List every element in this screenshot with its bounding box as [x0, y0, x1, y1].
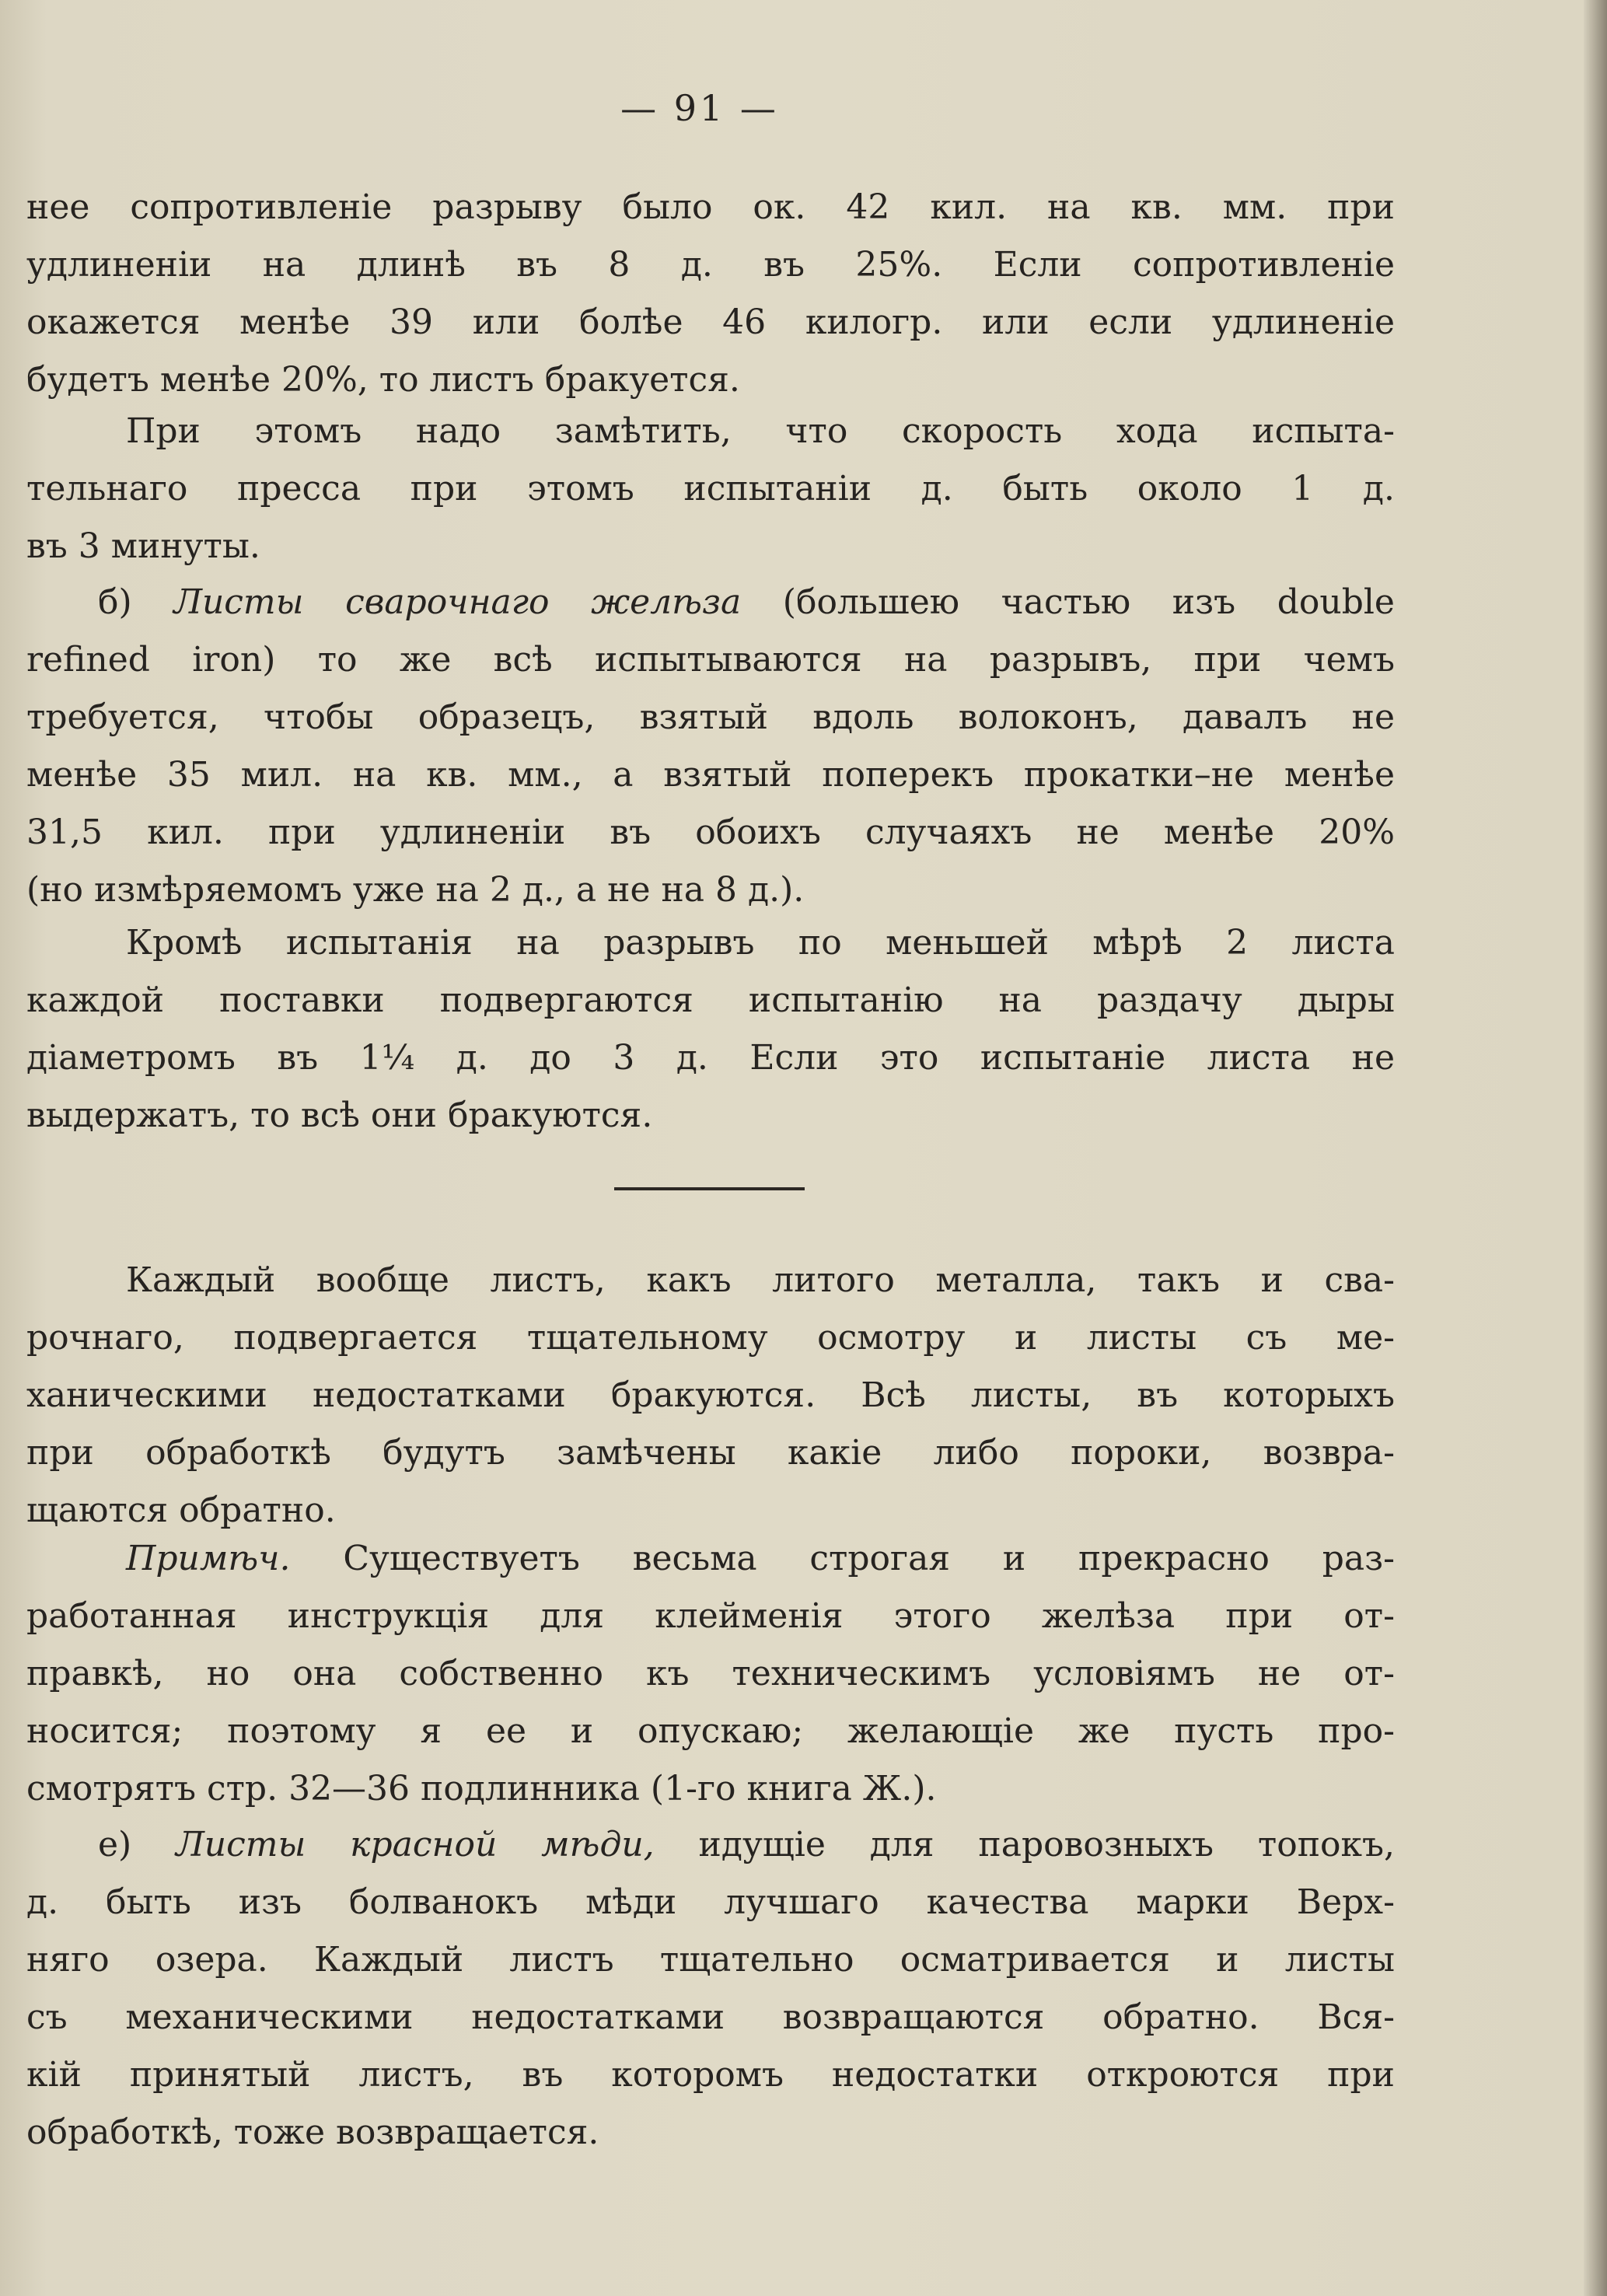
text-line: въ 3 минуты. [26, 526, 260, 566]
text-line [26, 574, 1395, 631]
section-divider [614, 1187, 805, 1190]
paragraph-wrought-iron-sheets [26, 574, 1395, 919]
text-line: При этомъ надо замѣтить, что скорость хода испыта- [126, 411, 1395, 451]
paragraph-note [26, 1530, 1395, 1818]
page-edge-shadow [1584, 0, 1607, 2296]
text-line: refined iron) то же всѣ испытываются на разрывъ, при чемъ [26, 640, 1395, 680]
text-line: нее сопротивленіе разрыву было ок. 42 кил. на кв. мм. при [26, 187, 1395, 227]
text-line: правкѣ, но она собственно къ техническимъ условіямъ не от- [26, 1654, 1395, 1693]
item-marker: б) [98, 582, 174, 622]
item-text: (большею частью изъ double [741, 582, 1395, 622]
item-heading: Листы сварочнаго желѣза [173, 582, 742, 622]
text-line: рочнаго, подвергается тщательному осмотру и листы съ ме- [26, 1318, 1395, 1358]
text-line: носится; поэтому я ее и опускаю; желающіе же пусть про- [26, 1711, 1395, 1751]
text-line [26, 1816, 1395, 1874]
text-line: (но измѣряемомъ уже на 2 д., а не на 8 д.). [26, 870, 805, 910]
text-line: 31,5 кил. при удлиненіи въ обоихъ случаяхъ не менѣе 20% [26, 813, 1395, 852]
paragraph-tensile-strength [26, 179, 1395, 409]
paragraph-copper-sheets [26, 1816, 1395, 2161]
text-line: Кромѣ испытанія на разрывъ по меньшей мѣрѣ 2 листа [126, 923, 1395, 963]
text-line: тельнаго пресса при этомъ испытаніи д. быть около 1 д. [26, 469, 1395, 508]
text-line: обработкѣ, тоже возвращается. [26, 2113, 599, 2152]
text-line: менѣе 35 мил. на кв. мм., а взятый поперекъ прокатки–не менѣе [26, 755, 1395, 795]
text-line: съ механическими недостатками возвращаются обратно. Вся- [26, 1997, 1395, 2037]
text-line: удлиненіи на длинѣ въ 8 д. въ 25%. Если сопротивленіе [26, 245, 1395, 285]
text-line: выдержатъ, то всѣ они бракуются. [26, 1096, 653, 1135]
text-line: будетъ менѣе 20%, то листъ бракуется. [26, 360, 740, 400]
item-text: идущіе для паровозныхъ топокъ, [654, 1825, 1395, 1864]
item-marker: е) [98, 1825, 176, 1864]
text-line: няго озера. Каждый листъ тщательно осматривается и листы [26, 1940, 1395, 1980]
item-heading: Листы красной мѣди, [176, 1825, 655, 1864]
text-line: д. быть изъ болванокъ мѣди лучшаго качества марки Верх- [26, 1882, 1395, 1922]
text-line: работанная инструкція для клейменія этого желѣза при от- [26, 1596, 1395, 1636]
note-heading: Примѣч. [126, 1539, 291, 1578]
text-line: щаются обратно. [26, 1490, 336, 1530]
text-line [26, 1530, 1395, 1588]
page-number: — 91 — [620, 87, 779, 129]
text-line: кій принятый листъ, въ которомъ недостатки откроются при [26, 2055, 1395, 2095]
note-text: Существуетъ весьма строгая и прекрасно раз- [290, 1539, 1395, 1578]
paragraph-inspection [26, 1252, 1395, 1539]
text-line: Каждый вообще листъ, какъ литого металла, такъ и сва- [126, 1260, 1395, 1300]
text-line: смотрятъ стр. 32—36 подлинника (1-го книга Ж.). [26, 1769, 937, 1808]
text-line: требуется, чтобы образецъ, взятый вдоль волоконъ, давалъ не [26, 697, 1395, 737]
text-line: окажется менѣе 39 или болѣе 46 килогр. или если удлиненіе [26, 302, 1395, 342]
paragraph-hole-expansion-test [26, 914, 1395, 1145]
paragraph-press-speed [26, 403, 1395, 575]
text-line: ханическими недостатками бракуются. Всѣ листы, въ которыхъ [26, 1375, 1395, 1415]
text-line: при обработкѣ будутъ замѣчены какіе либо пороки, возвра- [26, 1433, 1395, 1473]
text-line: діаметромъ въ 1¼ д. до 3 д. Если это испытаніе листа не [26, 1038, 1395, 1078]
text-line: каждой поставки подвергаются испытанію на раздачу дыры [26, 980, 1395, 1020]
